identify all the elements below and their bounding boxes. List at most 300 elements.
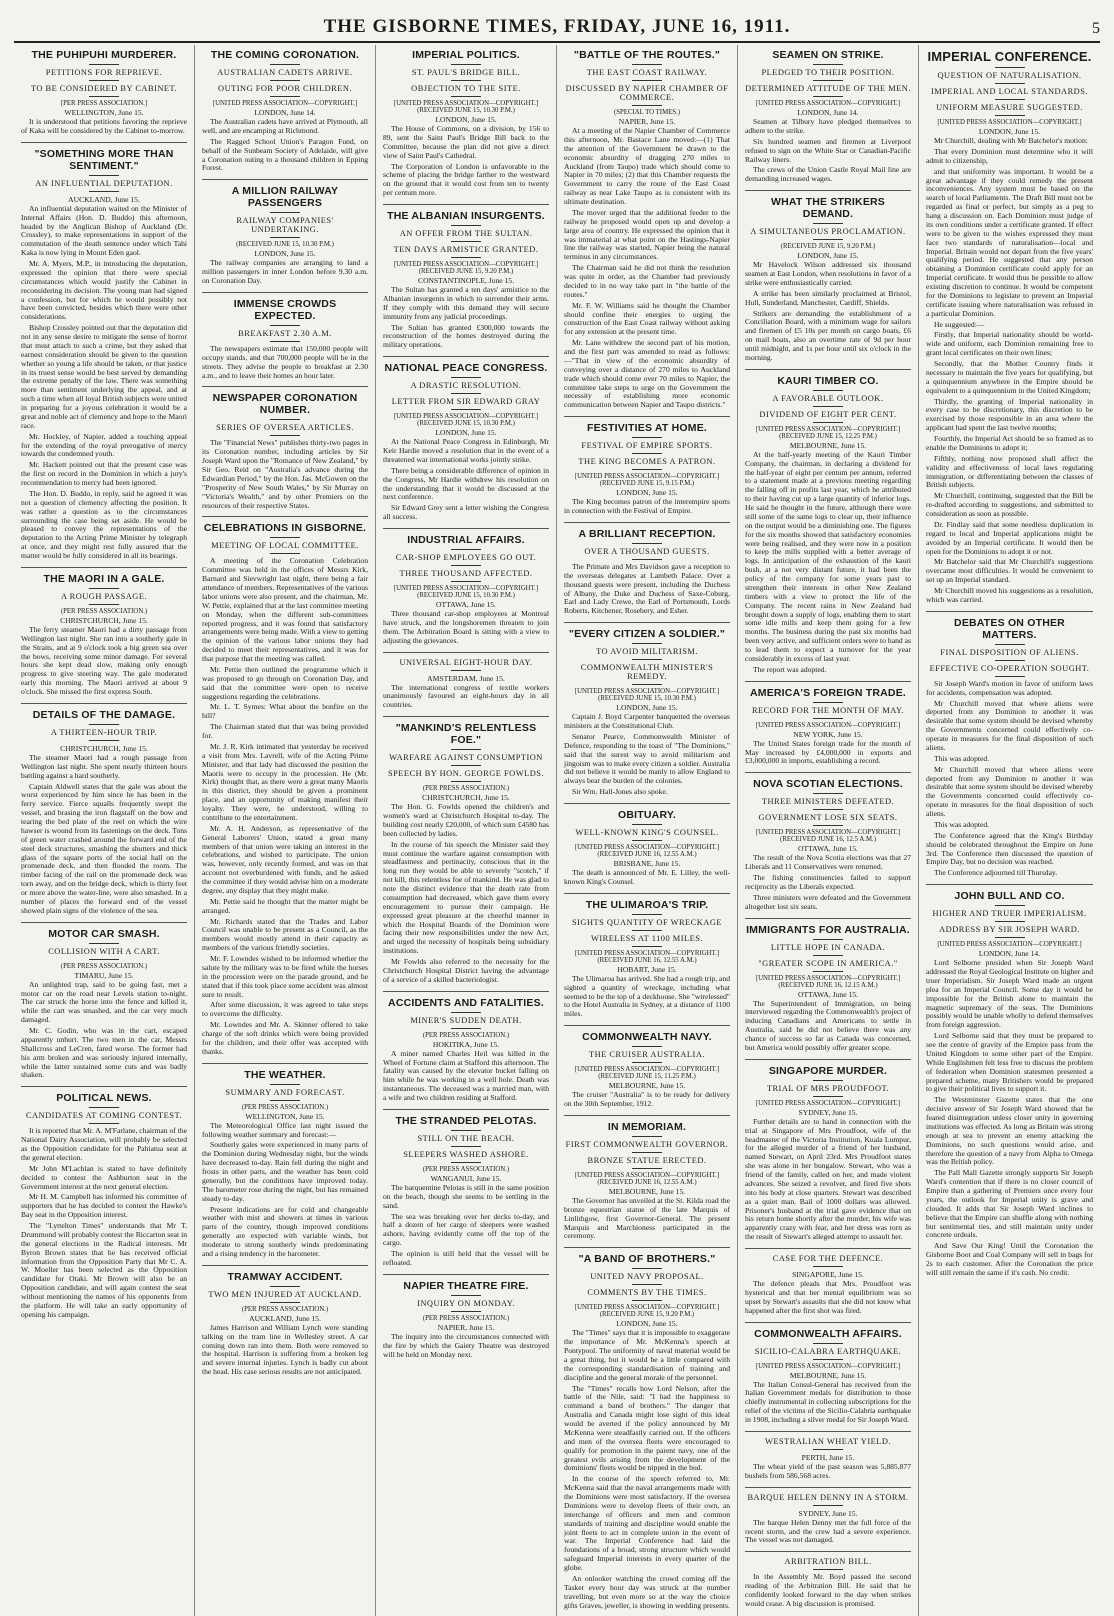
article-headline: NOVA SCOTIAN ELECTIONS. [753, 778, 903, 791]
article-separator [745, 369, 911, 370]
article-separator [745, 1248, 911, 1249]
article-headline: ACCIDENTS AND FATALITIES. [388, 996, 544, 1009]
subhead-rule [451, 1311, 481, 1312]
article-subhead: ARBITRATION BILL. [784, 1557, 872, 1567]
article-source: [UNITED PRESS ASSOCIATION—COPYRIGHT.] (RECEIVED JUNE 16, 12.55 A.M.) [574, 844, 720, 858]
subhead-rule [451, 781, 481, 782]
article-subhead: TRIAL OF MRS PROUDFOOT. [766, 1083, 890, 1093]
subhead-rule [813, 971, 843, 972]
article-dateline: LONDON, June 15. [435, 115, 497, 124]
article-paragraph: The inquiry into the circumstances connected with the fire by which the Gaiety Theatre was destroyed will be held on Monday next. [383, 1331, 549, 1359]
article-paragraph: Strikers are demanding the establishment of a Conciliation Board, with a minimum wage for sailors and firemen of £5 10s per month on cargo boats, £6 on mail boats, also an overtime rate of 9d per hour until midnight, and 1s per hour until six o'clock in the morning. [745, 308, 911, 362]
article-separator [564, 1025, 730, 1026]
article-paragraph: Mr Batchelor said that Mr Churchill's suggestions overcame most difficulties. It would be convenient to set up an Imperial standard. [926, 557, 1093, 585]
article-subhead: THREE MINISTERS DEFEATED. [761, 797, 895, 807]
article [564, 899, 730, 1019]
article-headline: NEWSPAPER CORONATION NUMBER. [212, 392, 358, 417]
article-paragraph: The "Times" says that it is impossible to exaggerate the importance of Mr. McKenna's speech at Pontypool. The uniformity of naval material would be a great thing, but it would be a little compared with the corresponding standardisation of training and discipline and the general morale of the personnel. [564, 1328, 730, 1382]
article-dateline: OTTAWA, June 15. [798, 989, 858, 999]
article-paragraph: The defence pleads that Mrs. Proudfoot was hysterical and that her mental equilibrium was so upset by Stewart's assaults that she did not know what happened after the first shot was fired. [745, 1279, 911, 1315]
article-subhead: QUESTION OF NATURALISATION. [937, 71, 1082, 80]
headline-rule [451, 1130, 481, 1131]
article-paragraph: The fishing constituencies failed to support reciprocity as the Liberals expected. [745, 873, 911, 891]
article [21, 148, 187, 561]
article-dateline: NEW YORK, June 15. [793, 729, 863, 739]
article-subhead: UNITED NAVY PROPOSAL. [590, 1272, 704, 1282]
article-paragraph: Mr Churchill, continuing, suggested that the Bill be re-drafted according to suggestions, and submitted to consideration as soon as possible. [926, 491, 1093, 518]
article-separator [564, 622, 730, 623]
article-headline: OBITUARY. [618, 809, 676, 821]
article-dateline: LONDON, June 15. [797, 251, 859, 261]
article [383, 722, 549, 985]
subhead-rule [451, 765, 481, 766]
article [21, 49, 187, 136]
article-separator [21, 567, 187, 568]
article-source: (PER PRESS ASSOCIATION.) [241, 1305, 329, 1313]
article-separator [745, 1551, 911, 1552]
article [383, 1115, 549, 1268]
article-subhead: SICILIO-CALABRA EARTHQUAKE. [754, 1346, 902, 1356]
article [21, 928, 187, 1081]
article-separator [745, 1322, 911, 1323]
article [202, 298, 368, 381]
article-paragraph: A miner named Charles Heil was killed in the Wheel of Fortune claim at Stafford this afternoon. The fatality was caused by the elevator bucket falling on him while he was working in a well hole. Death was instantaneous. The deceased was a married man, with a wife and two children residing at Stafford. [383, 1048, 549, 1102]
headline-rule [813, 390, 843, 391]
article-source: (RECEIVED JUNE 15, 10.30 P.M.) [236, 241, 334, 249]
article [564, 809, 730, 887]
article-separator [383, 991, 549, 992]
article-headline: A MILLION RAILWAY PASSENGERS [231, 185, 339, 210]
headline-rule [632, 643, 662, 644]
subhead-rule [270, 80, 300, 81]
article-source: (RECEIVED JUNE 15, 9.20 P.M.) [780, 243, 876, 251]
subhead-rule [632, 559, 662, 560]
article-subhead: MEETING OF LOCAL COMMITTEE. [211, 541, 359, 551]
article-dateline: CHRISTCHURCH, June 15. [422, 793, 510, 803]
article-headline: IMMENSE CROWDS EXPECTED. [233, 297, 337, 322]
article [202, 1271, 368, 1377]
article-source: [UNITED PRESS ASSOCIATION—COPYRIGHT.] (RECEIVED JUNE 16, 12.55 A.M.) [574, 1171, 720, 1186]
subhead-rule [813, 1096, 843, 1097]
article-paragraph: Thirdly, the granting of Imperial nationality in every case to be discretionary, this discretion to be exercised by those responsible in an area where the applicant had spent the last twelve months; [926, 396, 1093, 433]
article-paragraph: Lord Selborne said that they must be prepared to see the centre of gravity of the Empire pass from the United Kingdom to some other part of the Empire. While Englishmen felt less free to discuss the problem of federation when Dominion statesmen presented a prepared scheme, many Britishers would be prepared to give their political lives to support it. [926, 1031, 1093, 1094]
article-paragraph: The "Financial News" publishes thirty-two pages in its Coronation number, including articles by Sir Joseph Ward upon the "Romance of New Zealand," by Sir Geo. Reid on "Australia's advance during the Edwardian Period," by the Hon. Jas. McGowen on the "Prosperity of New South Wales," by Sir Murray on "Victoria's Wealth," and by other Premiers on the resources of their respective States. [202, 438, 368, 510]
article-separator [202, 516, 368, 517]
article-headline: "EVERY CITIZEN A SOLDIER." [568, 628, 726, 641]
article-headline: DEBATES ON OTHER MATTERS. [954, 616, 1065, 641]
subhead-rule [813, 1449, 843, 1450]
subhead-rule [270, 435, 300, 436]
headline-rule [632, 1136, 662, 1137]
article-headline: THE MAORI IN A GALE. [43, 572, 165, 585]
article-separator [383, 1109, 549, 1110]
subhead-rule [813, 96, 843, 97]
subhead-rule [89, 740, 119, 741]
article [21, 573, 187, 697]
headline-rule [451, 1012, 481, 1013]
article-separator [383, 652, 549, 653]
article-separator [202, 292, 368, 293]
article-dateline: LONDON, June 15. [254, 249, 316, 259]
masthead [14, 12, 1100, 43]
article [564, 528, 730, 616]
headline-rule [270, 1286, 300, 1287]
article-subhead: DIVIDEND OF EIGHT PER CENT. [759, 409, 897, 419]
article [745, 196, 911, 363]
subhead-rule [89, 80, 119, 81]
article-headline: WHAT THE STRIKERS DEMAND. [770, 196, 886, 221]
article-paragraph: Sir Edward Grey sent a letter wishing the Congress all success. [383, 503, 549, 522]
article-dateline: LONDON, June 14. [254, 108, 316, 117]
article-subhead: MINER'S SUDDEN DEATH. [410, 1015, 522, 1025]
article-subhead: TO BE CONSIDERED BY CABINET. [30, 84, 178, 93]
article-paragraph: Southerly gales were experienced in many parts of the Dominion during Wednesday night, but the winds have decreased to-day. Rain fell during the night and frosts in other parts, and the weather has been cold generally, but the conditions have improved today. The barometer rose during the night, but has remained steady to-day. [202, 1140, 368, 1203]
subhead-rule [995, 660, 1025, 661]
article-dateline: LONDON, June 14. [978, 949, 1041, 959]
article-paragraph: The barquentine Pelotas is still in the same position on the beach, though she seems to be settling in the sand. [383, 1182, 549, 1210]
article-paragraph: Sir Joseph Ward's motion in favor of uniform laws for accidents, compensation was adopted. [926, 678, 1093, 697]
article [383, 210, 549, 350]
subhead-rule [451, 1028, 481, 1029]
article-source: [UNITED PRESS ASSOCIATION—COPYRIGHT.] (RECEIVED JUNE 15, 10.30 P.M.) [574, 688, 720, 703]
article-subhead: A FAVORABLE OUTLOOK. [772, 393, 884, 403]
article-paragraph: An influential deputation waited on the Minister of Internal Affairs (Hon. D. Buddo) this afternoon, headed by the Anglican Bishop of Auckland (Dr. Crossley), to make representations in support of the commutation of the death sentence under which Tahi Kaka is now lying in Mount Eden gaol. [21, 203, 187, 258]
headline-rule [632, 1046, 662, 1047]
article-paragraph: Three ministers were defeated and the Government altogether lost six seats. [745, 892, 911, 911]
headline-rule [813, 1343, 843, 1344]
article-paragraph: And Save Our King! Until the Coronation the Gisborne Boot and Coal Company will sell in bags for 2s to each customer. After the Coronation the price will still remain the same if it's cash. No credit. [926, 1241, 1093, 1277]
article-dateline: SYDNEY, June 15. [798, 1508, 858, 1518]
article [564, 1031, 730, 1109]
article-source: [UNITED PRESS ASSOCIATION—COPYRIGHT.] (RECEIVED JUNE 15, 12.25 P.M.) [755, 425, 901, 440]
headline-rule [813, 64, 843, 65]
article-source: [UNITED PRESS ASSOCIATION—COPYRIGHT.] [755, 1099, 901, 1107]
article [926, 617, 1093, 878]
article-source: (SPECIAL TO TIMES.) [613, 109, 681, 116]
article-paragraph: Secondly, that the Mother Country finds it necessary to maintain the five years for qualifying, but a quinquennium anywhere in the Empire should be equivalent to a quinquennium in the United Kingdom; [926, 359, 1093, 395]
headline-rule [89, 175, 119, 176]
article-separator [745, 1059, 911, 1060]
article [202, 1069, 368, 1259]
headline-rule [270, 419, 300, 420]
article-headline: SEAMEN ON STRIKE. [772, 49, 884, 61]
article-paragraph: Captain J. Boyd Carpenter banquetted the overseas ministers at the Constitutional Club. [564, 712, 730, 730]
article-subhead: DETERMINED ATTITUDE OF THE MEN. [745, 84, 911, 93]
article-paragraph: Dr. Findlay said that some needless duplication in regard to local and Imperial applications might be avoided by an Imperial certificate. It would then be open for the Dominions to adopt it or not. [926, 519, 1093, 556]
article-paragraph: Bishop Crossley pointed out that the deputation did not in any sense desire to mitigate the sense of horror that must attach to such a crime, but they asked that earnest consideration should be given to the question whether so young a life should be taken, or that justice in its truest sense would be best served by demanding the extreme penalty of the law. There was something more than sentiment underlying the appeal, and at such a time when all loyal British subjects were united in preparing for a joyous celebration it would be a great and noble act of clemency and hope to the Maori race. [21, 323, 187, 430]
article-headline: FESTIVITIES AT HOME. [586, 422, 708, 435]
subhead-rule [451, 241, 481, 242]
subhead-rule [632, 1152, 662, 1153]
article-paragraph: Mr Churchill moved his suggestions as a resolution, which was carried. [926, 586, 1093, 604]
article-subhead: BRONZE STATUE ERECTED. [587, 1155, 707, 1165]
headline-rule [995, 644, 1025, 645]
subhead-rule [813, 80, 843, 81]
article-headline: "MANKIND'S RELENTLESS FOE." [395, 722, 537, 747]
article-dateline: MELBOURNE, June 15. [789, 440, 867, 450]
article-subhead: WIRELESS AT 1100 MILES. [590, 933, 703, 943]
article-paragraph: The mover urged that the additional feeder to the railway he proposed would open up and develop a large area of country. He expressed the opinion that it was immaterial at what point on the Hastings-Napier line the railway was started, Napier being the natural terminus in any circumstances. [564, 207, 730, 262]
article-subhead: FIRST COMMONWEALTH GOVERNOR. [565, 1139, 729, 1149]
article-paragraph: At the National Peace Congress in Edinburgh, Mr Keir Hardie moved a resolution that in the event of a threatened war international works jointly strike. [383, 437, 549, 464]
article-separator [564, 416, 730, 417]
subhead-rule [451, 393, 481, 394]
article [745, 375, 911, 675]
article-paragraph: The "Times" recalls how Lord Nelson, after the battle of the Nile, said: "I had the happiness to command a band of brothers." The danger that Australia and Canada might lose sight of this ideal would be averted if the policy announced by Mr McKenna were steadfastly carried out. If the officers and men of the oversea fleets were encouraged to qualify for promotion in the parent navy, one of the greatest evils arising from the development of the dominions' fleets would be nipped in the bud. [564, 1383, 730, 1473]
subhead-rule [632, 80, 662, 81]
article-subhead: "GREATER SCOPE IN AMERICA." [758, 958, 898, 968]
article-subhead: SERIES OF OVERSEA ARTICLES. [216, 423, 354, 433]
headline-rule [813, 793, 843, 794]
article-paragraph: An onlooker watching the crowd coming off the Tasker every hour day was struck at the number travelling, but even more so at the way the choice gifts Graves, jeweller, is showing in wedding presents. [564, 1573, 730, 1610]
headline-rule [995, 905, 1025, 906]
article-source: [PER PRESS ASSOCIATION.] [60, 100, 148, 107]
headline-rule [89, 64, 119, 65]
column-3 [376, 45, 557, 1616]
article [745, 1328, 911, 1425]
article-paragraph: Mr. Pettie then outlined the programme which it was proposed to go through on Coronation Day, and said that the committee were open to receive suggestions regarding the celebrations. [202, 664, 368, 701]
article-paragraph: The Sultan has granted a ten days' armistice to the Albanian insurgents in which to surrender their arms. If they comply with this demand they will secure immunity from any judicial proceedings. [383, 285, 549, 321]
article-dateline: NAPIER, June 15. [437, 1322, 495, 1332]
subhead-rule [632, 453, 662, 454]
article-source: (PER PRESS ASSOCIATION.) [241, 1103, 329, 1111]
article-headline: IMPERIAL CONFERENCE. [927, 49, 1092, 64]
subhead-rule [270, 553, 300, 554]
article-headline: POLITICAL NEWS. [56, 1092, 152, 1105]
subhead-rule [89, 604, 119, 605]
article-subhead: FESTIVAL OF EMPIRE SPORTS. [581, 441, 713, 451]
article-paragraph: The Ragged School Union's Paragon Fund, on behalf of the Sunbeam Society of Adelaide, will give a Coronation outing to a thousand children in Epping Forest. [202, 136, 368, 173]
article [564, 1121, 730, 1241]
article-paragraph: The Sultan has granted £300,000 towards the reconstruction of the homes destroyed during the military operations. [383, 322, 549, 350]
article-dateline: LONDON, June 15. [616, 1319, 678, 1329]
article-headline: "BATTLE OF THE ROUTES." [573, 49, 721, 61]
article-paragraph: Fourthly, the Imperial Act should be so framed as to enable the Dominions to adopt it; [926, 434, 1093, 452]
subhead-rule [451, 670, 481, 671]
article-dateline: MELBOURNE, June 15. [789, 1370, 867, 1380]
headline-rule [995, 67, 1025, 68]
article-paragraph: Captain Aldwell states that the gale was about the worst experienced by him since he has been in the ferry service. Fierce squalls frequently swept the vessel, and brasing the iron flagstaff on the bow and tearing the bed plate of the reel on which the wire hawser is wound from its fastenings on the deck. Tons of green water crashed around the forward end of the steel deck structures, smashing the shutters and thick glass of the square ports of the social hall on the promenade deck, and then flooded the room. The timber facing of the rail on the promenade deck was torn away, and on the bridge deck, which is thirty feet or more above the water-line, were also smashed. In a number of places the forward end of the vessel showed plain signs of the violence of the sea. [21, 781, 187, 915]
article-paragraph: Mr. J. R. Kirk intimated that yesterday he received a visit from Mrs. Lavrell, wife of the Acting Prime Minister, and that lady had discussed the position the Maoris were to occupy in the procession. He (Mr. Kirk) thought that, as there were a great many Maoris in this district, they should be given a prominent place, and an opportunity of making manifest their loyalty. They were, he understood, willing to contribute to the entertainment. [202, 741, 368, 822]
article-paragraph: The sea was breaking over her decks to-day, and half a dozen of her cargo of sleepers were washed ashore, having evidently come off the top of the cargo. [383, 1211, 549, 1248]
subhead-rule [270, 341, 300, 342]
subhead-rule [632, 684, 662, 685]
article-dateline: MELBOURNE, June 15. [608, 1186, 686, 1196]
article-headline: INDUSTRIAL AFFAIRS. [407, 534, 525, 546]
article-subhead: INQUIRY ON MONDAY. [417, 1298, 515, 1308]
article-subhead: WELL-KNOWN KING'S COUNSEL. [575, 828, 719, 837]
headline-rule [632, 543, 662, 544]
subhead-rule [632, 1284, 662, 1285]
article [745, 924, 911, 1053]
article-paragraph: The Conference adjourned till Thursday. [934, 868, 1058, 878]
article-subhead: CASE FOR THE DEFENCE. [772, 1254, 884, 1263]
article-paragraph: In the course of his speech the Minister said they must continue the warfare against consumption with steadfastness and pertinacity, conscious that in the long run they would be able to severely "scotch," if not kill, this relentless foe of mankind. He was glad to note the distinct evidence that the death rate from consumption had decreased, which gave them every encouragement to pursue their campaign. He expressed great pleasure at the cheerful manner in which the Hospital Boards of the Dominion were facing their new responsibilities under the new Act, and urged the necessity of hospitals being subsidiary institutions. [383, 839, 549, 956]
article-separator [202, 179, 368, 180]
article [564, 628, 730, 797]
article [564, 422, 730, 516]
article-source: (PER PRESS ASSOCIATION.) [422, 1165, 510, 1173]
article-source: (PER PRESS ASSOCIATION.) [422, 1031, 510, 1039]
article-separator [383, 356, 549, 357]
subhead-rule [89, 96, 119, 97]
article-paragraph: The Chairman stated that that was being provided for. [202, 722, 368, 740]
article-dateline: SYDNEY, June 15. [798, 1107, 858, 1117]
article-subhead: RECORD FOR THE MONTH OF MAY. [751, 705, 905, 715]
article-headline: THE ALBANIAN INSURGENTS. [387, 210, 545, 222]
article-source: [UNITED PRESS ASSOCIATION—COPYRIGHT.] [212, 100, 358, 107]
article-separator [926, 884, 1093, 885]
article-source: [UNITED PRESS ASSOCIATION—COPYRIGHT.] (RECEIVED JUNE 15, 11.25 P.M.) [574, 1066, 720, 1081]
article-separator [564, 803, 730, 804]
article-dateline: NAPIER, June 15. [618, 117, 676, 126]
article [745, 1254, 911, 1316]
article [745, 1065, 911, 1242]
article-headline: COMMONWEALTH AFFAIRS. [754, 1327, 902, 1340]
article [926, 49, 1093, 605]
headline-rule [89, 943, 119, 944]
article-separator [745, 681, 911, 682]
subhead-rule [632, 930, 662, 931]
headline-rule [451, 64, 481, 65]
article-subhead: A DRASTIC RESOLUTION. [410, 381, 522, 391]
article-subhead: OUTING FOR POOR CHILDREN. [218, 84, 352, 93]
subhead-rule [270, 1100, 300, 1101]
article-paragraph: In the Assembly Mr. Boyd passed the second reading of the Arbitration Bill. He said that he confidently looked forward to the day when strikes would cease. A big discussion is promised. [745, 1572, 911, 1608]
article-paragraph: Mr Fowlds also referred to the necessity for the Christchurch Hospital District having the advantage of a service of a skilled bacteriologist. [383, 957, 549, 984]
article-subhead: ST. PAUL'S BRIDGE BILL. [411, 68, 521, 77]
column-4 [557, 45, 738, 1616]
headline-rule [89, 1107, 119, 1108]
subhead-rule [632, 659, 662, 660]
article-dateline: LONDON, June 14. [797, 108, 859, 117]
article-paragraph: Mr. Hackett pointed out that the present case was the first on record in the Dominion in which a jury's recommendation to mercy had been ignored. [21, 460, 187, 487]
subhead-rule [632, 469, 662, 470]
article-paragraph: Senator Pearce, Commonwealth Minister of Defence, responding to the toast of "The Dominions," said that the surest way to avoid militarism and jingoism was to make every citizen a soldier. Australia did not believe it would be manly to allow England to always bear the burden of the colonies. [564, 731, 730, 786]
column-5 [738, 45, 919, 1616]
subhead-rule [813, 718, 843, 719]
article-subhead: OBJECTION TO THE SITE. [411, 84, 521, 93]
article [21, 709, 187, 916]
article-dateline: OTTAWA, June 15. [436, 600, 496, 609]
article-subhead: TEN DAYS ARMISTICE GRANTED. [393, 245, 539, 254]
subhead-rule [89, 191, 119, 192]
article-subhead: THE EAST COAST RAILWAY. [586, 68, 708, 77]
headline-rule [89, 724, 119, 725]
article-separator [564, 1115, 730, 1116]
article [383, 997, 549, 1103]
article-paragraph: The Corporation of London is unfavorable to the scheme of placing the bridge farther to the westward on the ground that it would cost from ten to twenty per centum more. [383, 161, 549, 198]
headline-rule [270, 64, 300, 65]
article-subhead: AN OFFER FROM THE SULTAN. [399, 229, 533, 238]
article [202, 185, 368, 286]
subhead-rule [451, 1146, 481, 1147]
subhead-rule [451, 257, 481, 258]
article-source: [UNITED PRESS ASSOCIATION—COPYRIGHT.] (RECEIVED JUNE 16, 12.55 A.M.) [574, 949, 720, 964]
article-headline: IMMIGRANTS FOR AUSTRALIA. [746, 923, 910, 936]
article-subhead: THE CRUISER AUSTRALIA. [589, 1050, 705, 1060]
article-headline: THE PUHIPUHI MURDERER. [31, 49, 177, 61]
article-paragraph: The Pall Mall Gazette strongly supports Sir Joseph Ward's contention that if there is no closer council of Empire than a gathering of Premiers once every four years, the outlook for Imperial unity is grave and clouded. It adds that Sir Joseph Ward inclines to believe that the Empire can shuffle along with nothing but sentimental ties, and still maintain unity under concrete ordeals. [926, 1168, 1093, 1240]
article [564, 49, 730, 410]
article-subhead: RAILWAY COMPANIES' UNDERTAKING. [236, 216, 334, 235]
article-paragraph: Mr Churchill moved that where aliens were deported from any Dominion to another it was desirable that some system should be devised whereby the Governments concerned could effectively co-operate in measures for the final disposition of such aliens. [926, 698, 1093, 752]
article-paragraph: and that uniformity was important. It would be a great advantage if they could remedy the present inconveniences. Any system must be based on the search of local Parliaments. The Draft Bill must not be regarded as final or perfect, but simply as a peg to hang a discussion on. Each Dominion must judge of its own conditions under a certificate granted. If effect were to be given to the wishes expressed they must face two standards of naturalisation—local and Imperial. Britain would not depart from the five years' qualifying period. He suggested that any person obtaining a Dominion certificate could apply for an Imperial certificate. It would thus be possible to allow existing discretion to continue. It would be competent for the Dominions to legislate to prevent an Imperial certificate issuing where naturalisation was refused in a particular Dominion. [926, 166, 1093, 318]
article-headline: SINGAPORE MURDER. [768, 1064, 888, 1077]
article-subhead: SUMMARY AND FORECAST. [225, 1087, 345, 1097]
article-paragraph: The House of Commons, on a division, by 156 to 89, sent the Saint Paul's Bridge Bill back to the Committee, because the plan did not give a direct view of Saint Paul's Cathedral. [383, 124, 549, 160]
newspaper-title: THE GISBORNE TIMES, FRIDAY, JUNE 16, 1911. [323, 16, 791, 37]
article-paragraph: The Governor has unveiled at the St. Kilda road the bronze equestrian statue of the late Marquis of Linlithgow, first Governor-General. The present Marquis and Marchioness participated in the ceremony. [564, 1195, 730, 1241]
article-headline: NATIONAL PEACE CONGRESS. [384, 362, 548, 375]
subhead-rule [632, 1300, 662, 1301]
subhead-rule [995, 921, 1025, 922]
subhead-rule [451, 409, 481, 410]
article-separator [745, 772, 911, 773]
article-dateline: AUCKLAND, June 15. [68, 194, 140, 204]
article [383, 534, 549, 646]
article-paragraph: The cruiser "Australia" is to be ready for delivery on the 30th September, 1912. [564, 1090, 730, 1108]
article-paragraph: The Meteorological Office last night issued the following weather summary and forecast:— [202, 1120, 368, 1139]
article-headline: MOTOR CAR SMASH. [48, 927, 160, 940]
article-source: [UNITED PRESS ASSOCIATION—COPYRIGHT.] [937, 119, 1082, 126]
article-dateline: LONDON, June 15. [616, 703, 678, 713]
headline-rule [89, 588, 119, 589]
subhead-rule [270, 96, 300, 97]
headline-rule [270, 212, 300, 213]
article-dateline: CHRISTCHURCH, June 15. [60, 615, 148, 625]
headline-rule [813, 939, 843, 940]
article-source: (PER PRESS ASSOCIATION.) [422, 785, 510, 793]
article-paragraph: Mr. A. H. Anderson, as representative of the General Laborers' Union, stated a great many members of that union were taking an interest in the celebrations, and wished to participate. The union was, however, only recently formed, and was on that account not overburdened with funds, and he asked the committee if they would advise him on a moderate degree, any display that they might make. [202, 823, 368, 895]
article-paragraph: The steamer Maori had a rough passage from Wellington last night. She spent nearly thirteen hours battling against a hard southerly. [21, 752, 187, 780]
article-headline: JOHN BULL AND CO. [954, 890, 1065, 903]
article-separator [383, 528, 549, 529]
article-paragraph: Mr H. M. Campbell has informed his committee of supporters that he has decided to contest the Hawke's Bay seat in the Opposition interest. [21, 1192, 187, 1220]
headline-rule [813, 1080, 843, 1081]
article-paragraph: After some discussion, it was agreed to take steps to overcome the difficulty. [202, 1000, 368, 1019]
article-headline: A BRILLIANT RECEPTION. [578, 527, 716, 540]
article-separator [745, 918, 911, 919]
article-paragraph: At a meeting of the Napier Chamber of Commerce this afternoon, Mr. Bastace Lane moved:—(1) That the attention of the Government be drawn to the economic absurdity of dragging 270 miles to Auckland (from Taupo) trade which should come to Napier in 70 miles; (2) that this Chamber requests the Government to carry the route of the East Coast railway as near Lake Taupo as is consistent with its ultimate destination. [564, 126, 730, 206]
article-paragraph: Mr. Hockley, of Napier, added a touching appeal for the extending of the royal prerogative of mercy towards the condemned youth. [21, 431, 187, 459]
article-paragraph: At the half-yearly meeting of the Kauri Timber Company, the chairman, in declaring a dividend for the half-year of eight per centum per annum, referred to a statement made at a previous meeting regarding the falling off in profits last year, which he attributed to their having cut up a large quantity of inferior logs. He said he thought in the future, although there were still some of the same logs to clear up, their influence on the output would be a diminishing one. The figures for the six months showed that satisfactory economies were being realised, and they were now in a position to keep the mills supplied with a better average of logs. In anticipation of the exhaustion of the kauri bush, at a not very distant future, it had been the policy of the company for some years past to strengthen their interests in other New Zealand timbers with a view to protect the life of the Company. The recent rains in New Zealand had brought down a supply of logs, enabling them to start some idle mills and keep them going for a few months. The business during the past six months had been very active, and sufficient orders were to hand as to lead them to expect a turnover for the year considerably in excess of last year. [745, 449, 911, 663]
article [745, 1437, 911, 1481]
article-separator [745, 1487, 911, 1488]
headline-rule [632, 824, 662, 825]
article-paragraph: The opinion is still held that the vessel will be refloated. [383, 1249, 549, 1267]
article-paragraph: Mr John M'Lachlan is stated to have definitely decided to contest the Ashburton seat in the Government interest at the next general election. [21, 1163, 187, 1191]
article-paragraph: The Westminster Gazette states that the one decisive answer of Sir Joseph Ward showed that he feared disintegration unless closer unity in governing institutions was effected. As long as Britain was strong enough at sea to prevent an enemy attacking the Dominions, no such questions would arise, and therefore the question of a navy from Alpha to Omega was the British policy. [926, 1095, 1093, 1167]
article-paragraph: The wheat yield of the past season was 5,885,877 bushels from 586,568 acres. [745, 1461, 911, 1480]
article-headline: THE ULIMAROA'S TRIP. [585, 898, 709, 911]
article-paragraph: James Harrison and William Lynch were standing talking on the tram line in Wellesley street. A car coming down ran into them. Both were removed to the hospital. Harrison is suffering from a broken leg and severe internal injuries. Lynch is badly cut about the head. His case serious results are not anticipated. [202, 1322, 368, 1377]
article-paragraph: Mr Havelock Wilson addressed six thousand seamen at East London, when resolutions in favor of a strike were enthusiastically carried. [745, 260, 911, 287]
article-dateline: LONDON, June 15. [435, 428, 497, 438]
headline-rule [451, 1295, 481, 1296]
article-paragraph: Mr. F. Lowndes wished to be informed whether the salute by the military was to be fired while the horses in the procession were on the parade ground, and he stated that if this took place some accident was almost sure to result. [202, 954, 368, 999]
article-paragraph: Mr. Richards stated that the Trades and Labor Council was unable to be present as a Council, as the members would mostly attend in their capacity as members of the various friendly societies. [202, 916, 368, 953]
subhead-rule [995, 83, 1025, 84]
article-paragraph: That every Dominion must determine who it will admit to citizenship, [926, 146, 1093, 165]
headline-rule [451, 749, 481, 750]
article-paragraph: Mr. Pettie said he thought that the matter might be arranged. [202, 896, 368, 915]
article-paragraph: Fifthly, nothing now proposed shall affect the validity and effectiveness of local laws regulating immigration, or differentiating between the classes of British subjects. [926, 453, 1093, 490]
subhead-rule [632, 1168, 662, 1169]
article-subhead: EFFECTIVE CO-OPERATION SOUGHT. [929, 663, 1090, 673]
headline-rule [451, 549, 481, 550]
article-subhead: HIGHER AND TRUER IMPERIALISM. [932, 909, 1087, 919]
